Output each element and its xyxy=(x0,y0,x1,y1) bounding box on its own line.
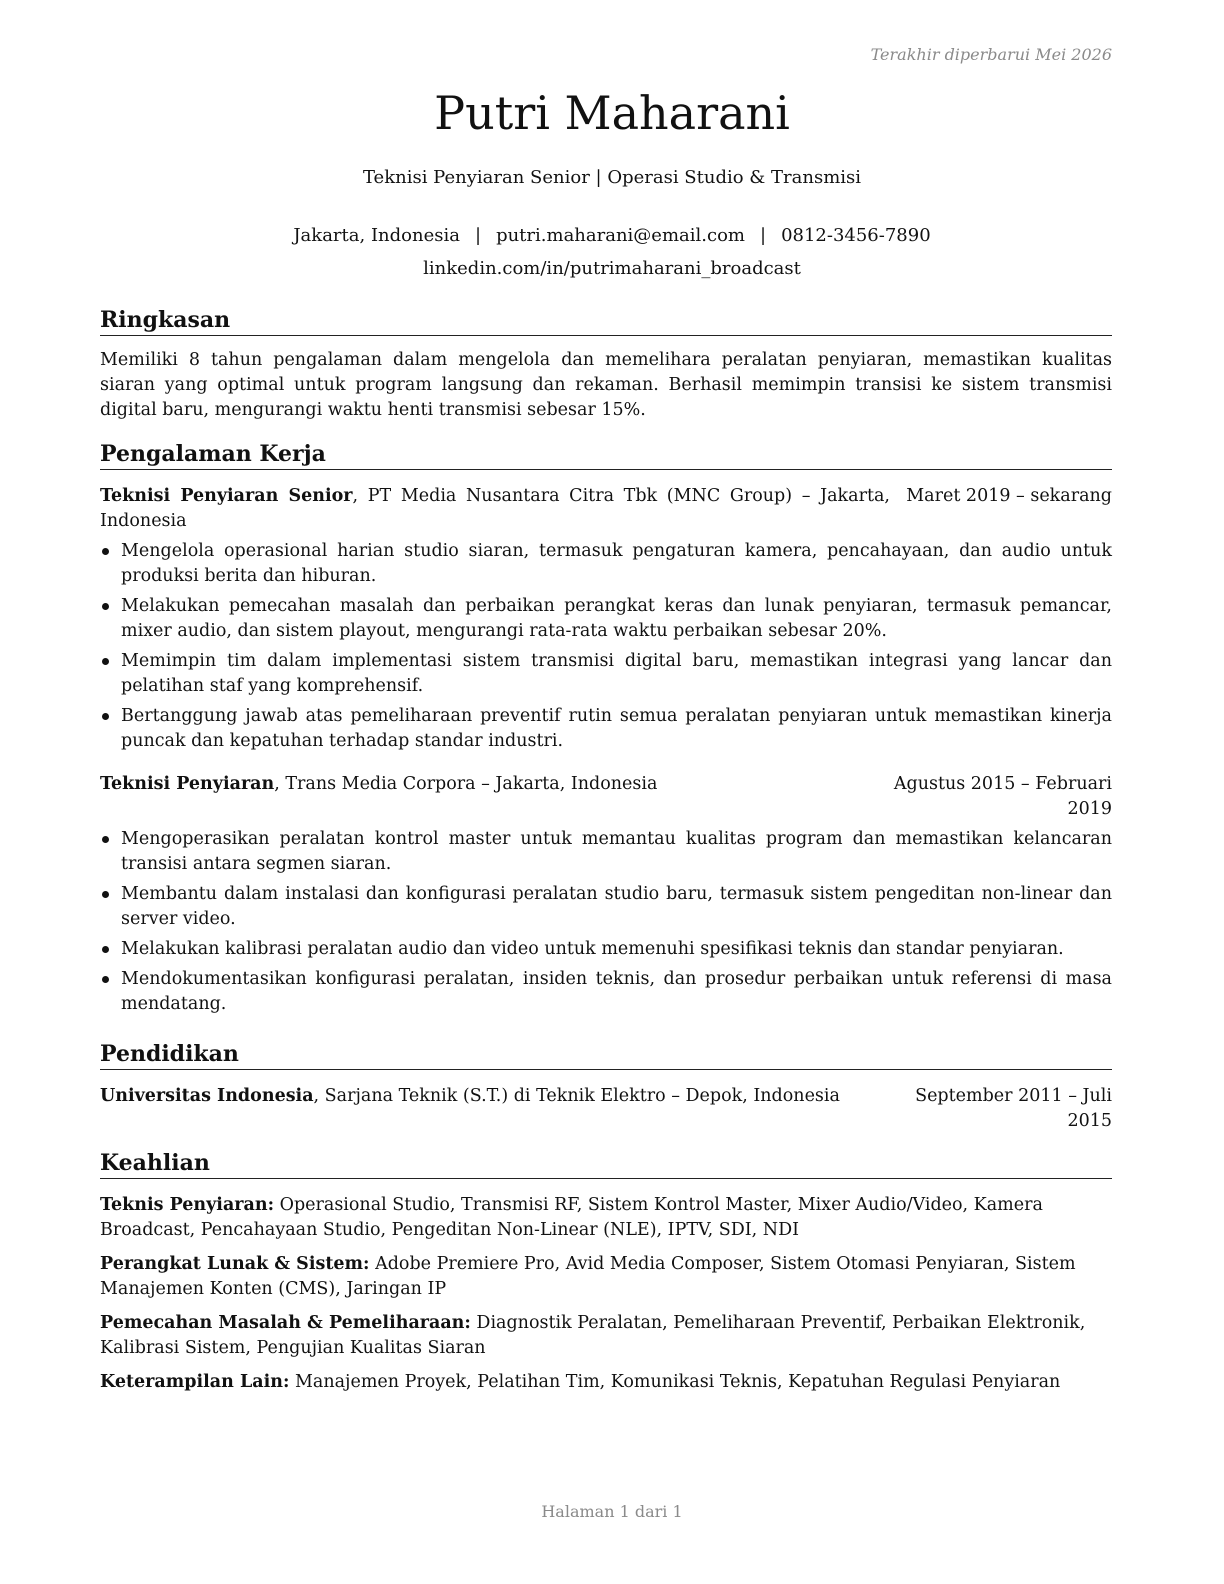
skill-label: Pemecahan Masalah & Pemeliharaan: xyxy=(100,1313,471,1333)
list-item xyxy=(100,649,1112,699)
skills-heading: Keahlian xyxy=(100,1149,1112,1179)
bullet-icon xyxy=(102,658,109,665)
bullet-icon xyxy=(102,891,109,898)
skill-row xyxy=(100,1370,1112,1395)
job-dates: Agustus 2015 – Februari 2019 xyxy=(893,774,1112,819)
job-bullets xyxy=(100,827,1112,1017)
bullet-text: Bertanggung jawab atas pemeliharaan preventif rutin semua peralatan penyiaran untuk memastikan kinerja puncak dan kepatuhan terhadap standar industri. xyxy=(121,706,1112,751)
location: Jakarta, Indonesia xyxy=(293,225,460,246)
job-entry xyxy=(100,484,1112,754)
education-heading: Pendidikan xyxy=(100,1040,1112,1070)
education-section xyxy=(100,1040,1112,1134)
skill-value: Adobe Premiere Pro, Avid Media Composer, Sistem Otomasi Penyiaran, Sistem Manajemen Konten (CMS), Jaringan IP xyxy=(100,1254,1076,1299)
degree: , Sarjana Teknik (S.T.) di Teknik Elektro – Depok, Indonesia xyxy=(313,1086,840,1106)
job-title-line xyxy=(100,772,860,822)
skill-label: Perangkat Lunak & Sistem: xyxy=(100,1254,370,1274)
contact-line-1 xyxy=(0,219,1224,252)
job-dates: Maret 2019 – sekarang xyxy=(906,486,1112,506)
bullet-text: Memimpin tim dalam implementasi sistem transmisi digital baru, memastikan integrasi yang lancar dan pelatihan staf yang komprehensif. xyxy=(121,651,1112,696)
skills-list xyxy=(100,1193,1112,1395)
bullet-text: Melakukan pemecahan masalah dan perbaikan perangkat keras dan lunak penyiaran, termasuk pemancar, mixer audio, dan sistem playout, mengurangi rata-rata waktu perbaikan sebesar 20%. xyxy=(121,596,1112,641)
experience-heading: Pengalaman Kerja xyxy=(100,440,1112,470)
skill-value: Manajemen Proyek, Pelatihan Tim, Komunikasi Teknis, Kepatuhan Regulasi Penyiaran xyxy=(289,1372,1061,1392)
bullet-icon xyxy=(102,976,109,983)
job-role: Teknisi Penyiaran xyxy=(100,774,275,794)
skill-row xyxy=(100,1252,1112,1302)
skill-row xyxy=(100,1311,1112,1361)
last-updated-note: Terakhir diperbarui Mei 2026 xyxy=(870,45,1112,64)
job-role: Teknisi Penyiaran Senior xyxy=(100,486,353,506)
job-bullets xyxy=(100,539,1112,754)
education-title-line xyxy=(100,1084,860,1134)
summary-text: Memiliki 8 tahun pengalaman dalam mengelola dan memelihara peralatan penyiaran, memastikan kualitas siaran yang optimal untuk program langsung dan rekaman. Berhasil memimpin transisi ke sistem transmisi digital baru, mengurangi waktu henti transmisi sebesar 15%. xyxy=(100,350,1112,420)
job-title-line xyxy=(100,484,890,534)
list-item xyxy=(100,967,1112,1017)
bullet-text: Membantu dalam instalasi dan konfigurasi peralatan studio baru, termasuk sistem pengeditan non-linear dan server video. xyxy=(121,884,1112,929)
bullet-icon xyxy=(102,713,109,720)
list-item xyxy=(100,704,1112,754)
bullet-text: Melakukan kalibrasi peralatan audio dan video untuk memenuhi spesifikasi teknis dan standar penyiaran. xyxy=(121,939,1064,959)
list-item xyxy=(100,827,1112,877)
contact-separator: | xyxy=(474,225,482,246)
job-company: , PT Media Nusantara Citra Tbk (MNC Group) – Jakarta, Indonesia xyxy=(100,486,890,531)
skills-section xyxy=(100,1149,1112,1404)
bullet-icon xyxy=(102,548,109,555)
list-item xyxy=(100,937,1112,962)
email-link[interactable]: putri.maharani@email.com xyxy=(496,225,745,246)
education-entry xyxy=(100,1084,1112,1134)
bullet-text: Mengoperasikan peralatan kontrol master untuk memantau kualitas program dan memastikan kelancaran transisi antara segmen siaran. xyxy=(121,829,1112,874)
phone-number[interactable]: 0812-3456-7890 xyxy=(781,225,931,246)
job-header xyxy=(100,772,1112,822)
skill-value: Operasional Studio, Transmisi RF, Sistem Kontrol Master, Mixer Audio/Video, Kamera Broadcast, Pencahayaan Studio, Pengeditan Non-Linear (NLE), IPTV, SDI, NDI xyxy=(100,1195,1043,1240)
job-header xyxy=(100,484,1112,534)
list-item xyxy=(100,882,1112,932)
bullet-icon xyxy=(102,946,109,953)
list-item xyxy=(100,594,1112,644)
contact-separator: | xyxy=(759,225,767,246)
headline: Teknisi Penyiaran Senior | Operasi Studio & Transmisi xyxy=(362,167,862,188)
summary-heading: Ringkasan xyxy=(100,306,1112,336)
job-company: , Trans Media Corpora – Jakarta, Indonesia xyxy=(274,774,658,794)
contact-info xyxy=(0,219,1224,285)
bullet-icon xyxy=(102,603,109,610)
list-item xyxy=(100,539,1112,589)
bullet-text: Mendokumentasikan konfigurasi peralatan, insiden teknis, dan prosedur perbaikan untuk referensi di masa mendatang. xyxy=(121,969,1112,1014)
candidate-name: Putri Maharani xyxy=(434,86,790,140)
bullet-icon xyxy=(102,836,109,843)
skill-label: Keterampilan Lain: xyxy=(100,1372,290,1392)
education-dates: September 2011 – Juli 2015 xyxy=(915,1086,1112,1131)
summary-section xyxy=(100,306,1112,423)
school-name: Universitas Indonesia xyxy=(100,1086,314,1106)
job-entry xyxy=(100,772,1112,1017)
linkedin-link[interactable]: linkedin.com/in/putrimaharani_broadcast xyxy=(423,258,801,279)
skill-value: Diagnostik Peralatan, Pemeliharaan Preventif, Perbaikan Elektronik, Kalibrasi Sistem, Pengujian Kualitas Siaran xyxy=(100,1313,1086,1358)
skill-label: Teknis Penyiaran: xyxy=(100,1195,275,1215)
page-number: Halaman 1 dari 1 xyxy=(541,1502,683,1521)
experience-section xyxy=(100,440,1112,1022)
bullet-text: Mengelola operasional harian studio siaran, termasuk pengaturan kamera, pencahayaan, dan audio untuk produksi berita dan hiburan. xyxy=(121,541,1112,586)
skill-row xyxy=(100,1193,1112,1243)
